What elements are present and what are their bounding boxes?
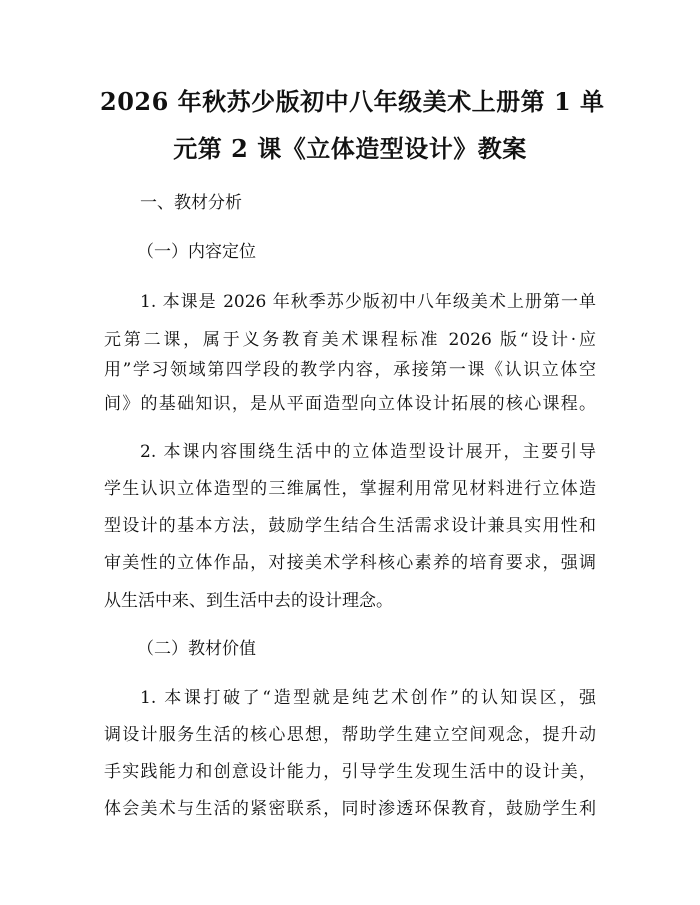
- paragraph-2-line-3: 型设计的基本方法，鼓励学生结合生活需求设计兼具实用性和: [104, 516, 596, 536]
- subsection-heading-material-value: （二）教材价值: [137, 639, 256, 659]
- paragraph-3-line-3: 手实践能力和创意设计能力，引导学生发现生活中的设计美，: [104, 762, 596, 782]
- paragraph-3-line-4: 体会美术与生活的紧密联系，同时渗透环保教育，鼓励学生利: [104, 799, 596, 819]
- paragraph-3-line-2: 调设计服务生活的核心思想，帮助学生建立空间观念，提升动: [104, 725, 596, 745]
- paragraph-3-line-1: 1. 本课打破了“造型就是纯艺术创作”的认知误区，强: [140, 688, 596, 708]
- paragraph-1-line-1: 1. 本课是 2026 年秋季苏少版初中八年级美术上册第一单: [140, 292, 596, 312]
- document-title-line-2: 元第 2 课《立体造型设计》教案: [173, 134, 527, 163]
- paragraph-1-line-2: 元第二课，属于义务教育美术课程标准 2026 版“设计·应: [104, 330, 596, 350]
- section-heading-analysis: 一、教材分析: [140, 193, 242, 213]
- paragraph-2-line-4: 审美性的立体作品，对接美术学科核心素养的培育要求，强调: [104, 553, 596, 573]
- paragraph-2-line-2: 学生认识立体造型的三维属性，掌握利用常见材料进行立体造: [104, 479, 596, 499]
- paragraph-1-line-4: 间》的基础知识，是从平面造型向立体设计拓展的核心课程。: [104, 394, 596, 414]
- paragraph-1-line-3: 用”学习领域第四学段的教学内容，承接第一课《认识立体空: [104, 360, 596, 380]
- document-title-line-1: 2026 年秋苏少版初中八年级美术上册第 1 单: [100, 87, 605, 116]
- paragraph-2-line-1: 2. 本课内容围绕生活中的立体造型设计展开，主要引导: [140, 442, 596, 462]
- subsection-heading-content-positioning: （一）内容定位: [137, 242, 256, 262]
- paragraph-2-line-5: 从生活中来、到生活中去的设计理念。: [104, 591, 393, 611]
